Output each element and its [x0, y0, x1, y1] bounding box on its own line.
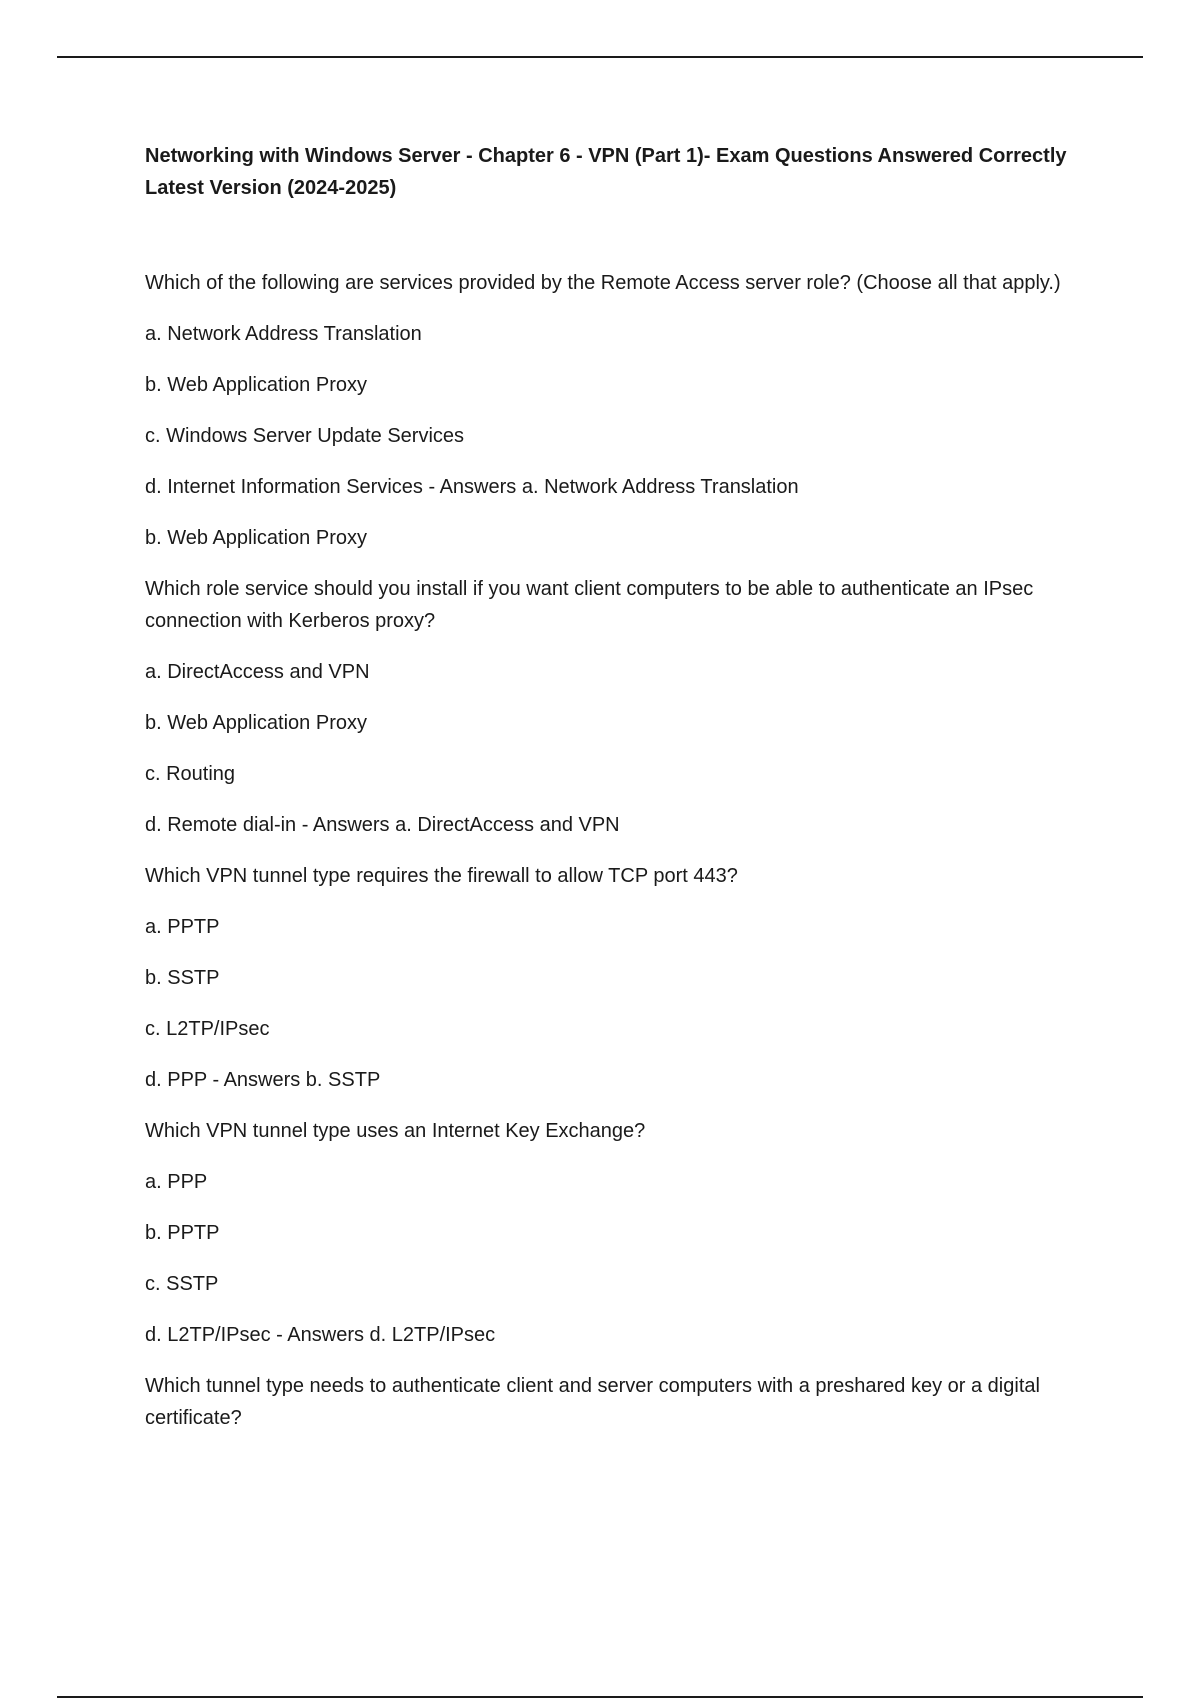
document-body	[145, 140, 1085, 1453]
footer-rule	[57, 1696, 1143, 1698]
question-list	[145, 267, 1085, 1434]
answer-option: d. L2TP/IPsec - Answers d. L2TP/IPsec	[145, 1324, 496, 1346]
answer-option: d. Internet Information Services - Answers a. Network Address Translation	[145, 476, 799, 498]
answer-option: a. PPTP	[145, 916, 220, 938]
answer-option: d. Remote dial-in - Answers a. DirectAccess and VPN	[145, 814, 620, 836]
answer-option: b. SSTP	[145, 967, 220, 989]
question-text: Which of the following are services provided by the Remote Access server role? (Choose all that apply.)	[145, 272, 1061, 294]
answer-option: b. Web Application Proxy	[145, 712, 367, 734]
question-text: Which VPN tunnel type uses an Internet Key Exchange?	[145, 1120, 646, 1142]
question-text: Which role service should you install if you want client computers to be able to authenticate an IPsec connection with Kerberos proxy?	[145, 578, 1034, 632]
answer-option: a. Network Address Translation	[145, 323, 422, 345]
answer-option: c. Windows Server Update Services	[145, 425, 465, 447]
answer-option: c. Routing	[145, 763, 236, 785]
answer-option: d. PPP - Answers b. SSTP	[145, 1069, 381, 1091]
question-text: Which VPN tunnel type requires the firewall to allow TCP port 443?	[145, 865, 738, 887]
answer-option: c. L2TP/IPsec	[145, 1018, 270, 1040]
answer-option: c. SSTP	[145, 1273, 219, 1295]
answer-option: b. Web Application Proxy	[145, 374, 367, 396]
question-text: Which tunnel type needs to authenticate client and server computers with a preshared key or a digital certificate?	[145, 1375, 1040, 1429]
header-rule	[57, 56, 1143, 58]
answer-option: a. PPP	[145, 1171, 208, 1193]
document-title: Networking with Windows Server - Chapter 6 - VPN (Part 1)- Exam Questions Answered Correctly Latest Version (2024-2025)	[145, 145, 1067, 199]
answer-option: a. DirectAccess and VPN	[145, 661, 370, 683]
answer-option: b. Web Application Proxy	[145, 527, 367, 549]
answer-option: b. PPTP	[145, 1222, 220, 1244]
